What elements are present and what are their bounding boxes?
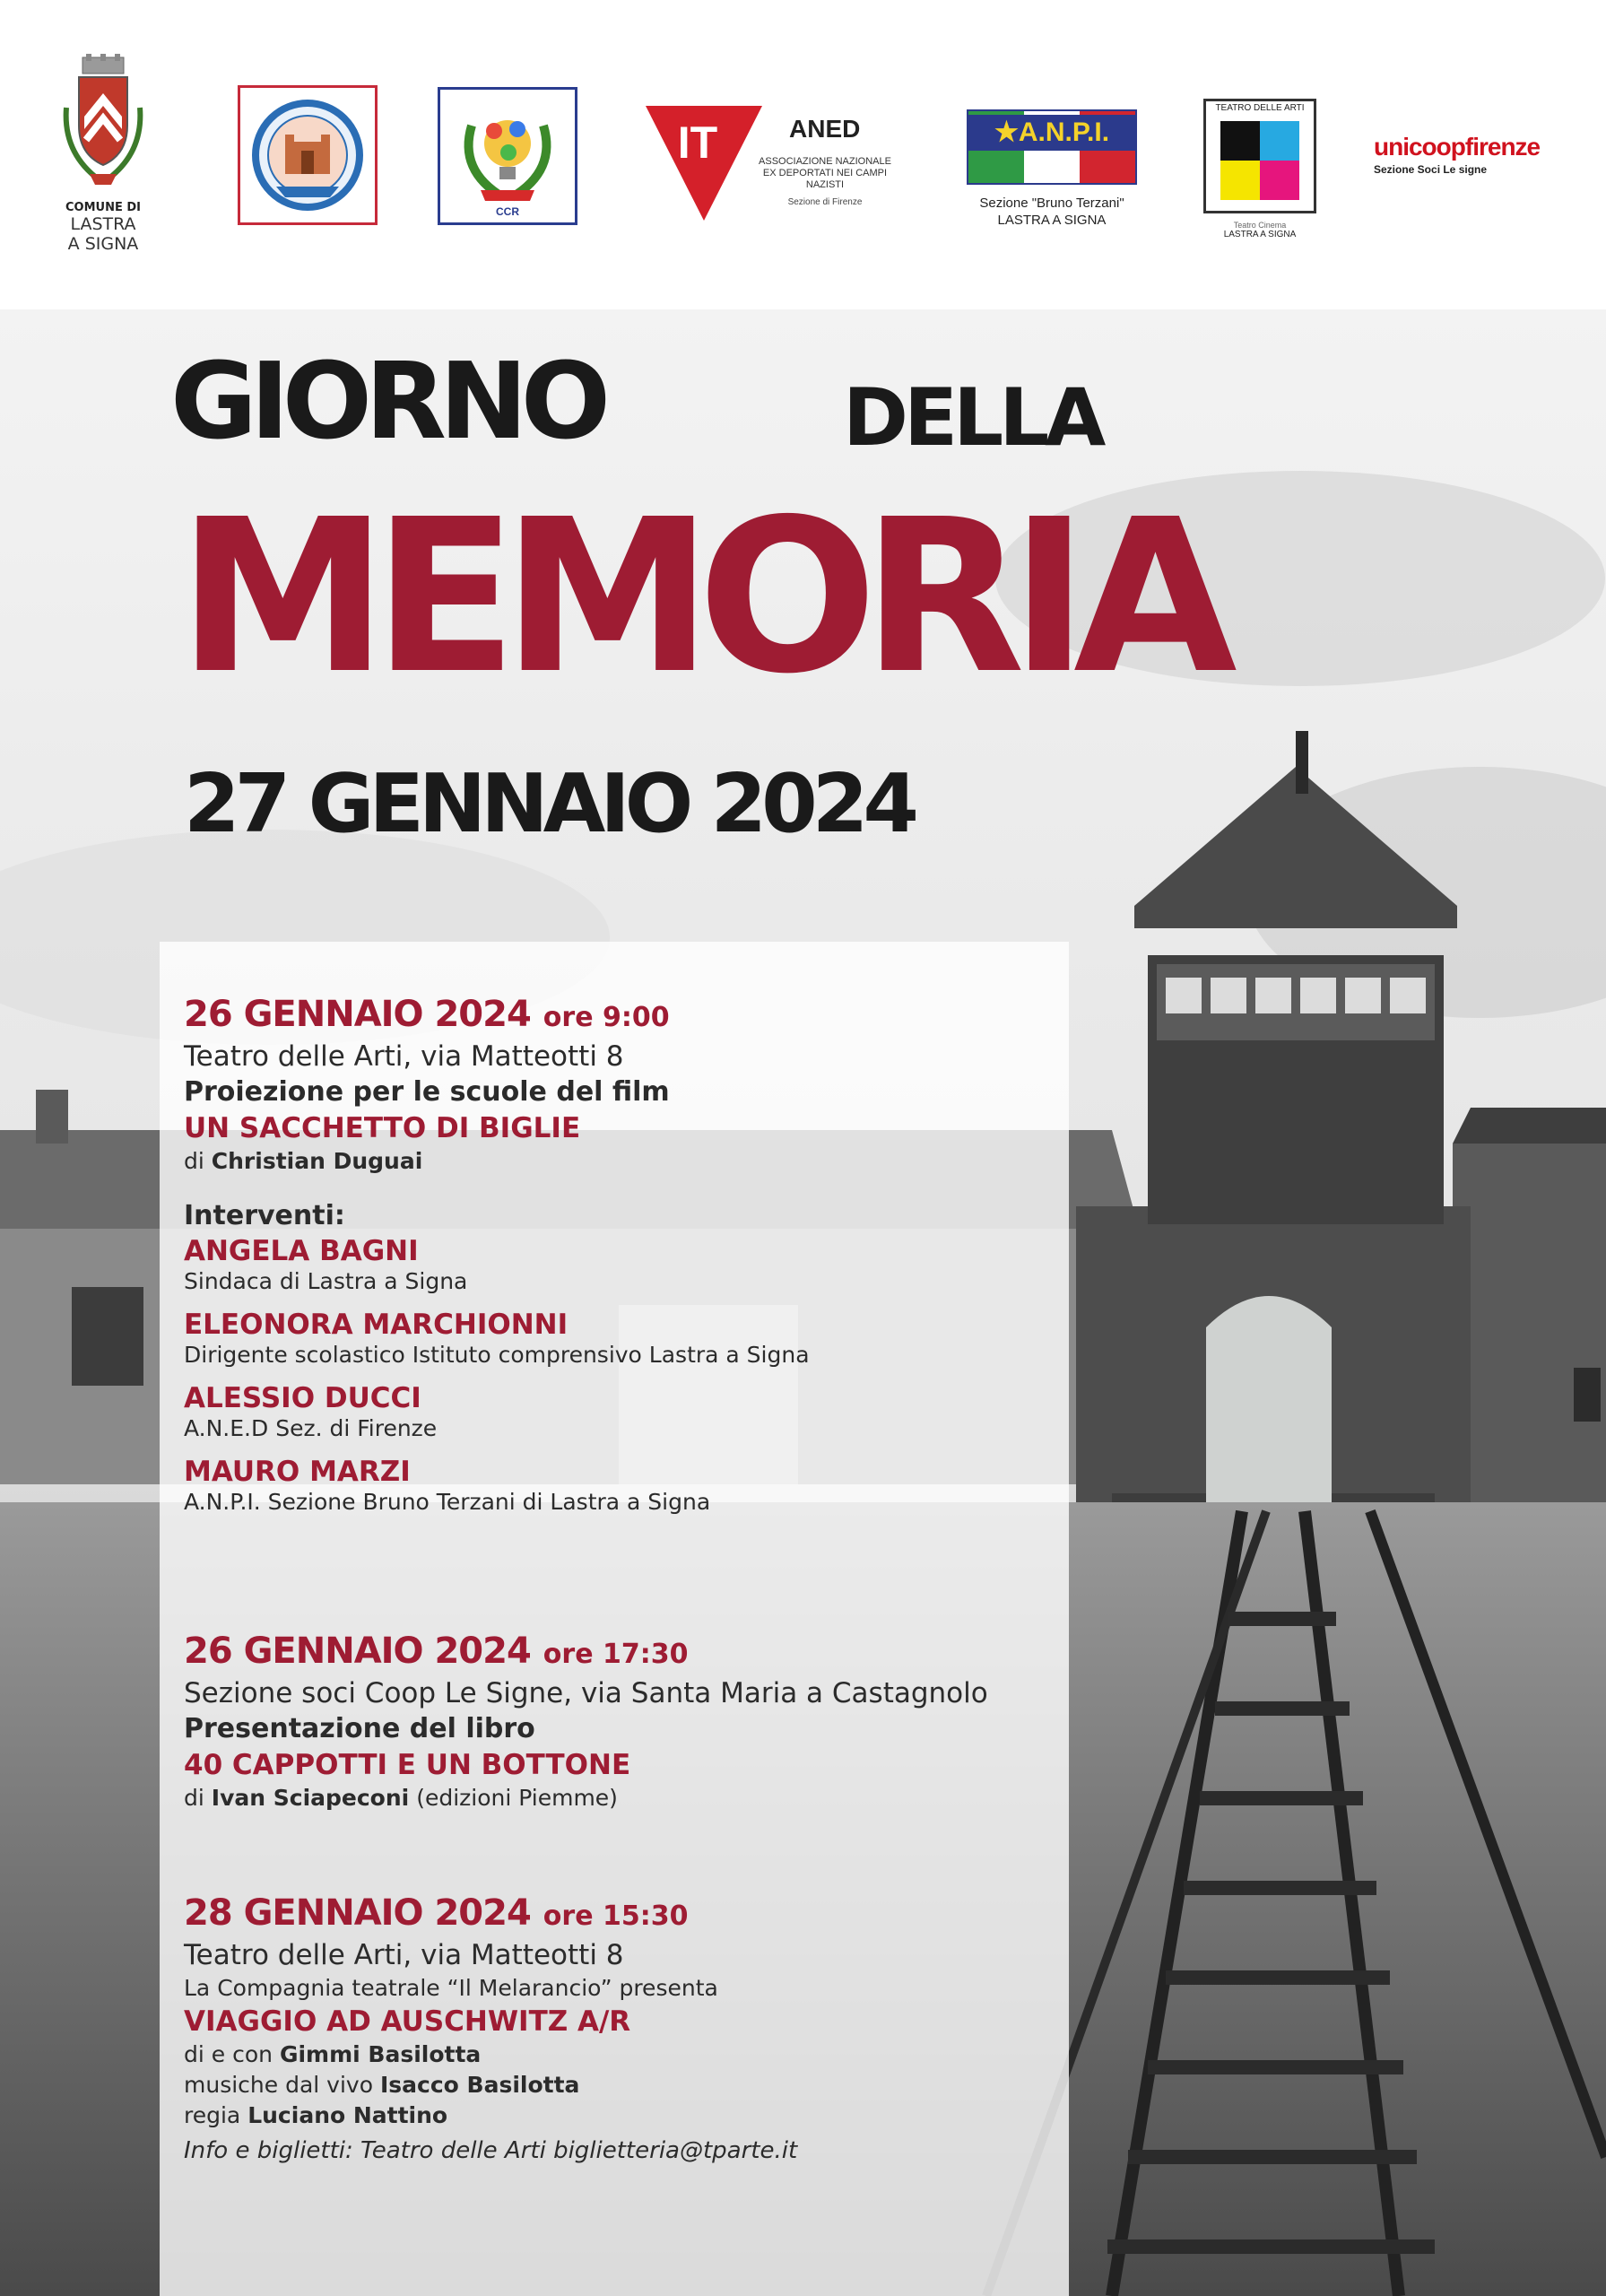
event-date-text: 26 GENNAIO 2024 [184, 1631, 531, 1672]
title-della: DELLA [843, 371, 1102, 464]
event-3 [184, 1892, 1063, 2167]
aned-line2: EX DEPORTATI NEI CAMPI NAZISTI [762, 168, 888, 190]
speaker-role: A.N.E.D Sez. di Firenze [184, 1415, 438, 1441]
italian-flag-icon [967, 109, 1137, 185]
title-memoria: MEMORIA [178, 474, 1222, 720]
anpi-section: Sezione "Bruno Terzani" [979, 196, 1124, 211]
aned-section: Sezione di Firenze [787, 197, 863, 207]
anpi-name: A.N.P.I. [1018, 117, 1110, 147]
event-work-title: UN SACCHETTO DI BIGLIE [184, 1112, 581, 1144]
star-icon: ★ [994, 117, 1019, 147]
school-seal-icon [240, 88, 375, 222]
coat-of-arms-icon [54, 54, 152, 197]
svg-text:IT: IT [677, 117, 718, 168]
teatro-caption1: Teatro Cinema [1233, 221, 1287, 230]
event-date [184, 1892, 1063, 1937]
aned-title: ANED [789, 115, 861, 143]
event-date-text: 28 GENNAIO 2024 [184, 1892, 531, 1934]
event-2 [184, 1631, 1063, 1813]
event-1 [184, 994, 1063, 1516]
title-giorno: GIORNO [170, 339, 603, 463]
anpi-town: LASTRA A SIGNA [997, 213, 1107, 228]
anpi-logo [967, 109, 1137, 235]
interventi-label: Interventi: [184, 1200, 345, 1231]
coop-name: unicoopfirenze [1374, 133, 1541, 161]
svg-text:CCR: CCR [496, 205, 519, 218]
credit-author [184, 2039, 1063, 2070]
event-author [184, 1783, 1063, 1813]
author-name: Ivan Sciapeconi [211, 1785, 410, 1811]
aned-subtitle [744, 156, 906, 191]
event-time: ore 9:00 [543, 1002, 670, 1033]
event-work-title: VIAGGIO AD AUSCHWITZ A/R [184, 2005, 631, 2038]
speaker-role: A.N.P.I. Sezione Bruno Terzani di Lastra a Signa [184, 1489, 711, 1515]
aned-line1: ASSOCIAZIONE NAZIONALE [759, 156, 891, 167]
sponsor-logos [0, 0, 1606, 305]
event-place: Sezione soci Coop Le Signe, via Santa Maria a Castagnolo [184, 1677, 988, 1709]
teatro-header: TEATRO DELLE ARTI [1215, 103, 1305, 113]
credit-prefix: regia [184, 2102, 241, 2128]
event-date-text: 26 GENNAIO 2024 [184, 994, 531, 1035]
speaker-role: Dirigente scolastico Istituto comprensivo Lastra a Signa [184, 1342, 810, 1368]
event-work-title: 40 CAPPOTTI E UN BOTTONE [184, 1749, 631, 1781]
event-description: Presentazione del libro [184, 1713, 535, 1744]
title-date: 27 GENNAIO 2024 [184, 757, 915, 851]
author-name: Christian Duguai [211, 1148, 423, 1174]
author-prefix: di [184, 1148, 204, 1174]
ticket-info: Info e biglietti: Teatro delle Arti biglietteria@tparte.it [184, 2137, 798, 2164]
event-date [184, 1631, 1063, 1675]
credit-music [184, 2070, 1063, 2100]
aned-logo [646, 106, 897, 222]
credit-director [184, 2100, 1063, 2131]
event-date [184, 994, 1063, 1039]
event-time: ore 17:30 [543, 1639, 689, 1670]
coop-section: Sezione Soci Le signe [1374, 163, 1488, 176]
event-author [184, 1146, 1063, 1177]
credit-prefix: di e con [184, 2041, 273, 2067]
comune-name-line2: A SIGNA [67, 234, 139, 254]
teatro-caption2: LASTRA A SIGNA [1223, 230, 1297, 239]
event-time: ore 15:30 [543, 1900, 689, 1932]
speaker-name: ELEONORA MARCHIONNI [184, 1309, 569, 1341]
color-squares-icon [1220, 121, 1299, 200]
comune-lastra-a-signa-logo [45, 54, 161, 254]
event-presenter: La Compagnia teatrale “Il Melarancio” presenta [184, 1975, 718, 2001]
speaker-role: Sindaca di Lastra a Signa [184, 1268, 468, 1294]
credit-prefix: musiche dal vivo [184, 2072, 373, 2098]
credit-name: Isacco Basilotta [379, 2072, 580, 2098]
event-place: Teatro delle Arti, via Matteotti 8 [184, 1939, 624, 1971]
comune-label: COMUNE DI [65, 201, 141, 214]
credit-name: Gimmi Basilotta [279, 2041, 482, 2067]
author-prefix: di [184, 1785, 204, 1811]
speaker-name: MAURO MARZI [184, 1456, 411, 1488]
credit-name: Luciano Nattino [247, 2102, 448, 2128]
istituto-comprensivo-logo [238, 85, 378, 225]
speaker-name: ANGELA BAGNI [184, 1235, 419, 1267]
ccr-laurel-icon [440, 90, 575, 222]
event-description: Proiezione per le scuole del film [184, 1076, 670, 1108]
ccr-logo [438, 87, 577, 225]
event-place: Teatro delle Arti, via Matteotti 8 [184, 1040, 624, 1073]
publisher: (edizioni Piemme) [416, 1785, 618, 1811]
speaker-name: ALESSIO DUCCI [184, 1382, 421, 1414]
comune-name-line1: LASTRA [70, 214, 136, 234]
teatro-delle-arti-logo [1202, 99, 1318, 242]
unicoop-firenze-logo [1374, 133, 1571, 176]
